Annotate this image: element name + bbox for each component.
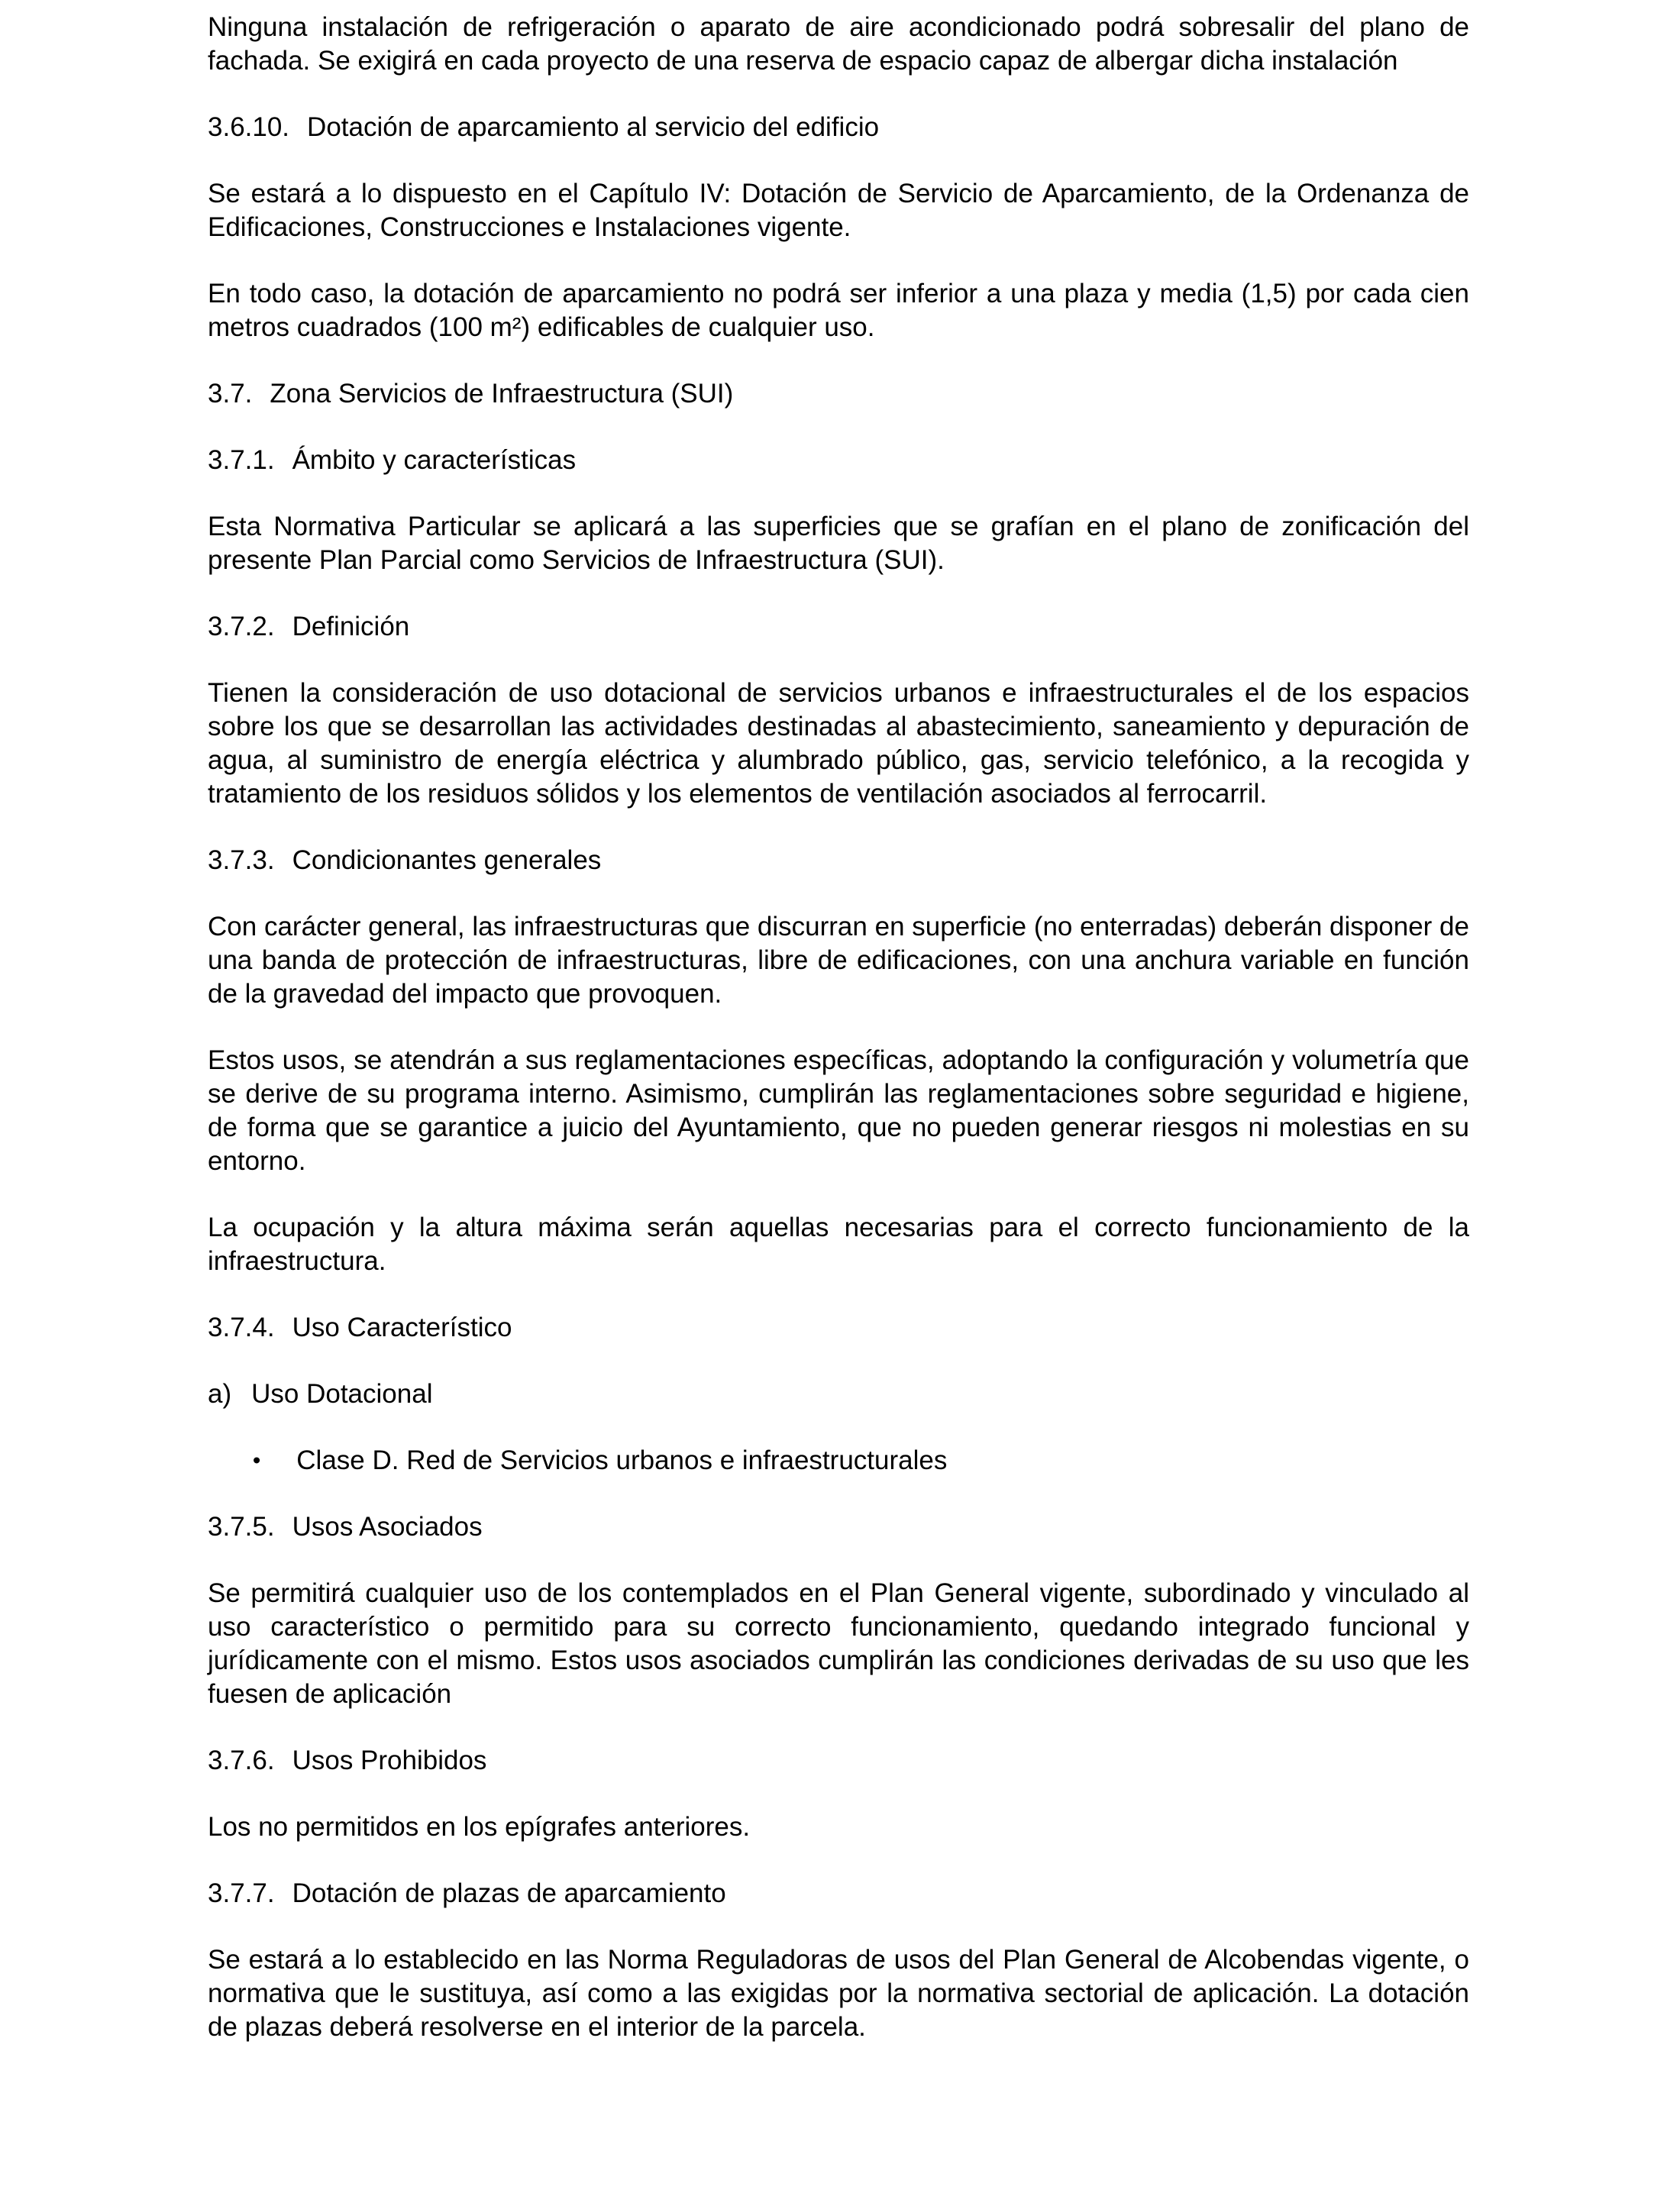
section-number: 3.7.4. <box>208 1313 275 1342</box>
paragraph: Se estará a lo dispuesto en el Capítulo IV: Dotación de Servicio de Aparcamiento, de la Ordenanza de Edificaciones, Construcciones e Instalaciones vigente. <box>208 179 1469 242</box>
paragraph: Tienen la consideración de uso dotacional de servicios urbanos e infraestructurales el de los espacios sobre los que se desarrollan las actividades destinadas al abastecimiento, saneamiento y depuración de agua, al suministro de energía eléctrica y alumbrado público, gas, servicio telefónico, a la recogida y tratamiento de los residuos sólidos y los elementos de ventilación asociados al ferrocarril. <box>208 678 1469 809</box>
section-title: Dotación de aparcamiento al servicio del edificio <box>307 112 880 142</box>
section-number: 3.6.10. <box>208 112 290 142</box>
section-title: Definición <box>292 612 410 641</box>
alpha-list-item-label: Uso Dotacional <box>251 1379 433 1409</box>
paragraph: Se permitirá cualquier uso de los contemplados en el Plan General vigente, subordinado y vinculado al uso característico o permitido para su correcto funcionamiento, quedando integrado funcional y jurídicamente con el mismo. Estos usos asociados cumplirán las condiciones derivadas de su uso que les fuesen de aplicación <box>208 1578 1469 1709</box>
section-heading <box>208 377 1469 411</box>
section-number: 3.7.2. <box>208 612 275 641</box>
section-heading <box>208 111 1469 144</box>
section-heading <box>208 1877 1469 1910</box>
section-title: Usos Asociados <box>292 1512 483 1542</box>
section-title: Dotación de plazas de aparcamiento <box>292 1878 726 1908</box>
alpha-list-item <box>208 1377 1469 1411</box>
section-number: 3.7.6. <box>208 1746 275 1775</box>
section-heading <box>208 844 1469 877</box>
bullet-list-item-label: Clase D. Red de Servicios urbanos e infraestructurales <box>296 1445 948 1475</box>
paragraph: La ocupación y la altura máxima serán aquellas necesarias para el correcto funcionamiento de la infraestructura. <box>208 1213 1469 1276</box>
alpha-list-marker: a) <box>208 1379 232 1409</box>
section-heading <box>208 1744 1469 1778</box>
section-title: Usos Prohibidos <box>292 1746 487 1775</box>
paragraph: Estos usos, se atendrán a sus reglamentaciones específicas, adoptando la configuración y volumetría que se derive de su programa interno. Asimismo, cumplirán las reglamentaciones sobre seguridad e higiene, de forma que se garantice a juicio del Ayuntamiento, que no pueden generar riesgos ni molestias en su entorno. <box>208 1045 1469 1176</box>
paragraph: En todo caso, la dotación de aparcamiento no podrá ser inferior a una plaza y media (1,5) por cada cien metros cuadrados (100 m²) edificables de cualquier uso. <box>208 279 1469 342</box>
bullet-icon: • <box>252 1448 261 1474</box>
paragraph: Ninguna instalación de refrigeración o aparato de aire acondicionado podrá sobresalir del plano de fachada. Se exigirá en cada proyecto de una reserva de espacio capaz de albergar dicha instalación <box>208 12 1469 76</box>
section-heading <box>208 610 1469 644</box>
section-number: 3.7.3. <box>208 845 275 875</box>
section-number: 3.7.5. <box>208 1512 275 1542</box>
paragraph: Se estará a lo establecido en las Norma Reguladoras de usos del Plan General de Alcobendas vigente, o normativa que le sustituya, así como a las exigidas por la normativa sectorial de aplicación. La dotación de plazas deberá resolverse en el interior de la parcela. <box>208 1945 1469 2042</box>
section-heading <box>208 444 1469 477</box>
bullet-list-item <box>208 1444 1469 1478</box>
section-title: Condicionantes generales <box>292 845 602 875</box>
section-number: 3.7.1. <box>208 445 275 475</box>
document-page <box>208 11 1469 2077</box>
section-number: 3.7.7. <box>208 1878 275 1908</box>
section-heading <box>208 1311 1469 1345</box>
section-title: Zona Servicios de Infraestructura (SUI) <box>270 379 734 409</box>
section-title: Ámbito y características <box>292 445 577 475</box>
section-title: Uso Característico <box>292 1313 512 1342</box>
paragraph: Esta Normativa Particular se aplicará a las superficies que se grafían en el plano de zonificación del presente Plan Parcial como Servicios de Infraestructura (SUI). <box>208 512 1469 575</box>
paragraph: Con carácter general, las infraestructuras que discurran en superficie (no enterradas) deberán disponer de una banda de protección de infraestructuras, libre de edificaciones, con una anchura variable en función de la gravedad del impacto que provoquen. <box>208 912 1469 1009</box>
section-heading <box>208 1510 1469 1544</box>
section-number: 3.7. <box>208 379 253 409</box>
paragraph: Los no permitidos en los epígrafes anteriores. <box>208 1812 751 1842</box>
